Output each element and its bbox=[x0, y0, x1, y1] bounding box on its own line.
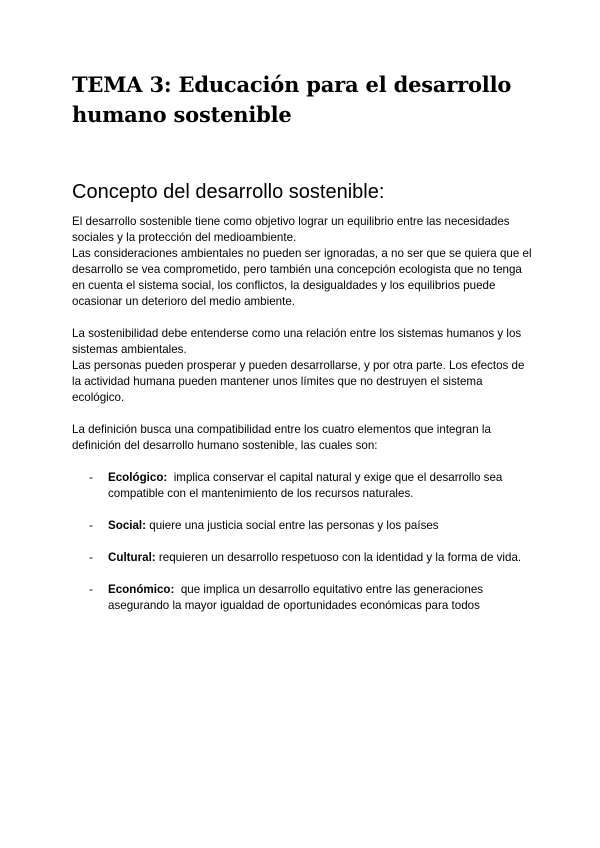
document-title: TEMA 3: Educación para el desarrollo humano sostenible bbox=[72, 72, 512, 127]
bullet-dash: - bbox=[89, 551, 93, 564]
section-heading: Concepto del desarrollo sostenible: bbox=[72, 181, 385, 203]
paragraph-2-line-2: Las personas pueden prosperar y pueden desarrollarse, y por otra parte. Los efectos de la actividad humana pueden mantener unos límites que no destruyen el sistema ecológico. bbox=[72, 359, 525, 404]
paragraph-1-line-1: El desarrollo sostenible tiene como objetivo lograr un equilibrio entre las necesidades sociales y la protección del medioambiente. bbox=[72, 215, 510, 244]
list-item-cultural bbox=[72, 550, 532, 566]
bullet-dash: - bbox=[89, 583, 93, 596]
list-item-text: requieren un desarrollo respetuoso con la identidad y la forma de vida. bbox=[158, 551, 522, 564]
list-item-text: implica conservar el capital natural y exige que el desarrollo sea compatible con el mantenimiento de los recursos naturales. bbox=[108, 471, 503, 500]
paragraph-2 bbox=[72, 326, 532, 406]
paragraph-1-line-2: Las consideraciones ambientales no pueden ser ignoradas, a no ser que se quiera que el desarrollo se vea comprometido, pero también una concepción ecologista que no tenga en cuenta el sistema social, los conflictos, la desigualdades y los equilibrios puede ocasionar un deterioro del medio ambiente. bbox=[72, 247, 532, 308]
paragraph-2-line-1: La sostenibilidad debe entenderse como una relación entre los sistemas humanos y los sistemas ambientales. bbox=[72, 327, 522, 356]
list-item-term: Económico: bbox=[108, 583, 175, 596]
list-item-economico bbox=[72, 582, 532, 614]
list-item-term: Ecológico: bbox=[108, 471, 168, 484]
paragraph-3-line-1: La definición busca una compatibilidad entre los cuatro elementos que integran la definición del desarrollo humano sostenible, las cuales son: bbox=[72, 423, 491, 452]
list-item-text: que implica un desarrollo equitativo entre las generaciones asegurando la mayor igualdad de oportunidades económicas para todos bbox=[108, 583, 484, 612]
list-item-text: quiere una justicia social entre las personas y los países bbox=[149, 519, 439, 532]
list-item-term: Cultural: bbox=[108, 551, 156, 564]
list-item-ecologico bbox=[72, 470, 532, 502]
bullet-dash: - bbox=[89, 519, 93, 532]
paragraph-3 bbox=[72, 422, 532, 454]
list-item-term: Social: bbox=[108, 519, 147, 532]
elements-list bbox=[72, 470, 532, 630]
list-item-social bbox=[72, 518, 532, 534]
bullet-dash: - bbox=[89, 471, 93, 484]
paragraph-1 bbox=[72, 214, 532, 310]
